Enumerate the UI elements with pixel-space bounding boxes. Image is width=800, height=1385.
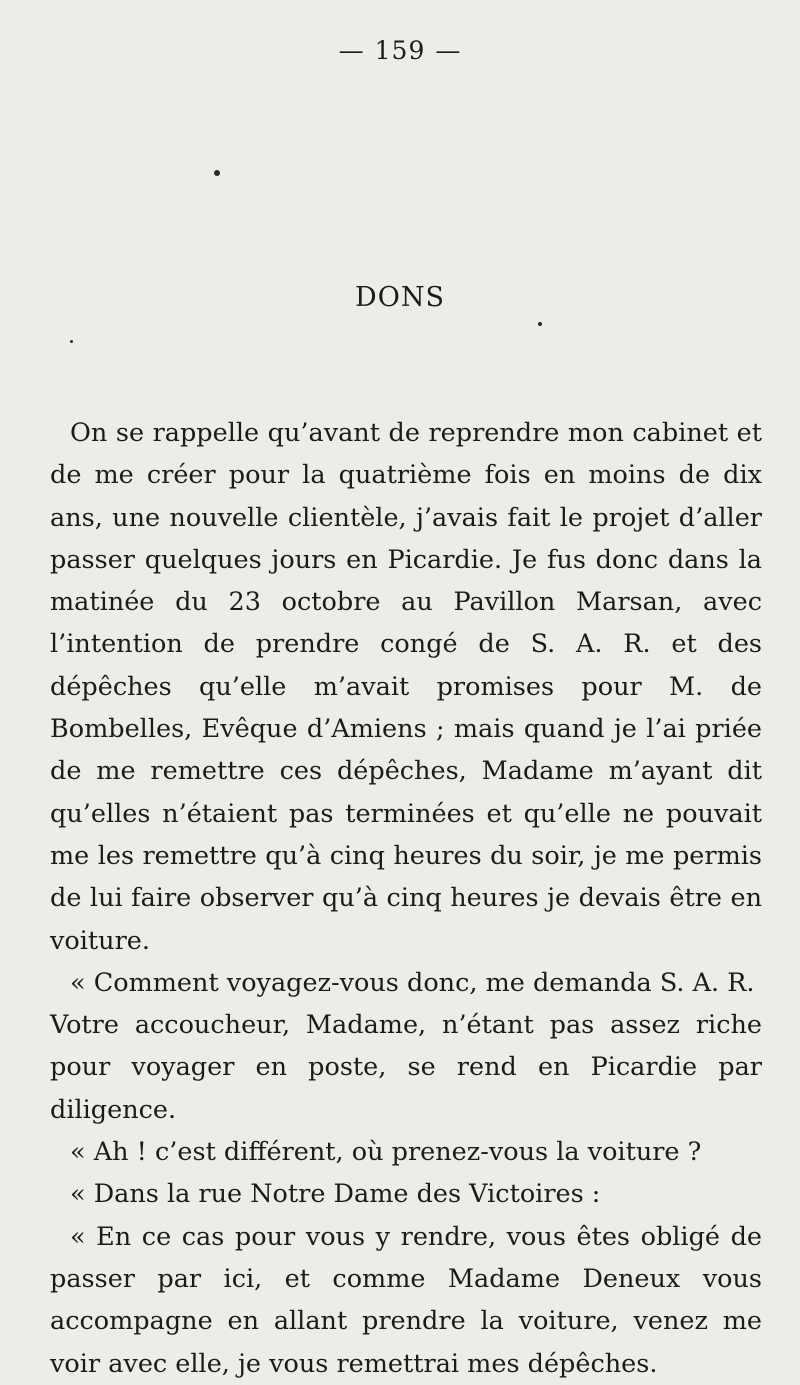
section-title: DONS — [355, 282, 445, 313]
header-dash-right: — — [435, 36, 462, 65]
ink-speck — [538, 322, 542, 326]
paragraph: « Dans la rue Notre Dame des Victoires : — [70, 1179, 601, 1210]
page-number: 159 — [374, 36, 426, 65]
text-body — [50, 412, 762, 1385]
header-dash-left: — — [338, 36, 365, 65]
paragraph: « Ah ! c’est différent, où prenez-vous la voiture ? — [70, 1137, 702, 1168]
ink-speck — [70, 340, 73, 343]
paragraph: On se rappelle qu’avant de reprendre mon cabinet et de me créer pour la quatrième fois en moins de dix ans, une nouvelle clientèle, j’avais fait le projet d’aller passer quelques jours en Picardie. Je fus donc dans la matinée du 23 octobre au Pavillon Marsan, avec l’intention de prendre congé de S. A. R. et des dépêches qu’elle m’avait promises pour M. de Bombelles, Evêque d’Amiens ; mais quand je l’ai priée de me remettre ces dépêches, Madame m’ayant dit qu’elles n’étaient pas terminées et qu’elle ne pouvait me les remettre qu’à cinq heures du soir, je me permis de lui faire observer qu’à cinq heures je devais être en voiture. — [50, 418, 762, 956]
ink-speck — [214, 170, 220, 176]
paragraph: Votre accoucheur, Madame, n’étant pas assez riche pour voyager en poste, se rend en Picardie par diligence. — [50, 1010, 762, 1125]
page-header — [0, 36, 800, 65]
paragraph: « Comment voyagez-vous donc, me demanda S. A. R. — [70, 967, 755, 998]
paragraph: « En ce cas pour vous y rendre, vous êtes obligé de passer par ici, et comme Madame Deneux vous accompagne en allant prendre la voiture, venez me voir avec elle, je vous remettrai mes dépêches. — [50, 1221, 762, 1379]
